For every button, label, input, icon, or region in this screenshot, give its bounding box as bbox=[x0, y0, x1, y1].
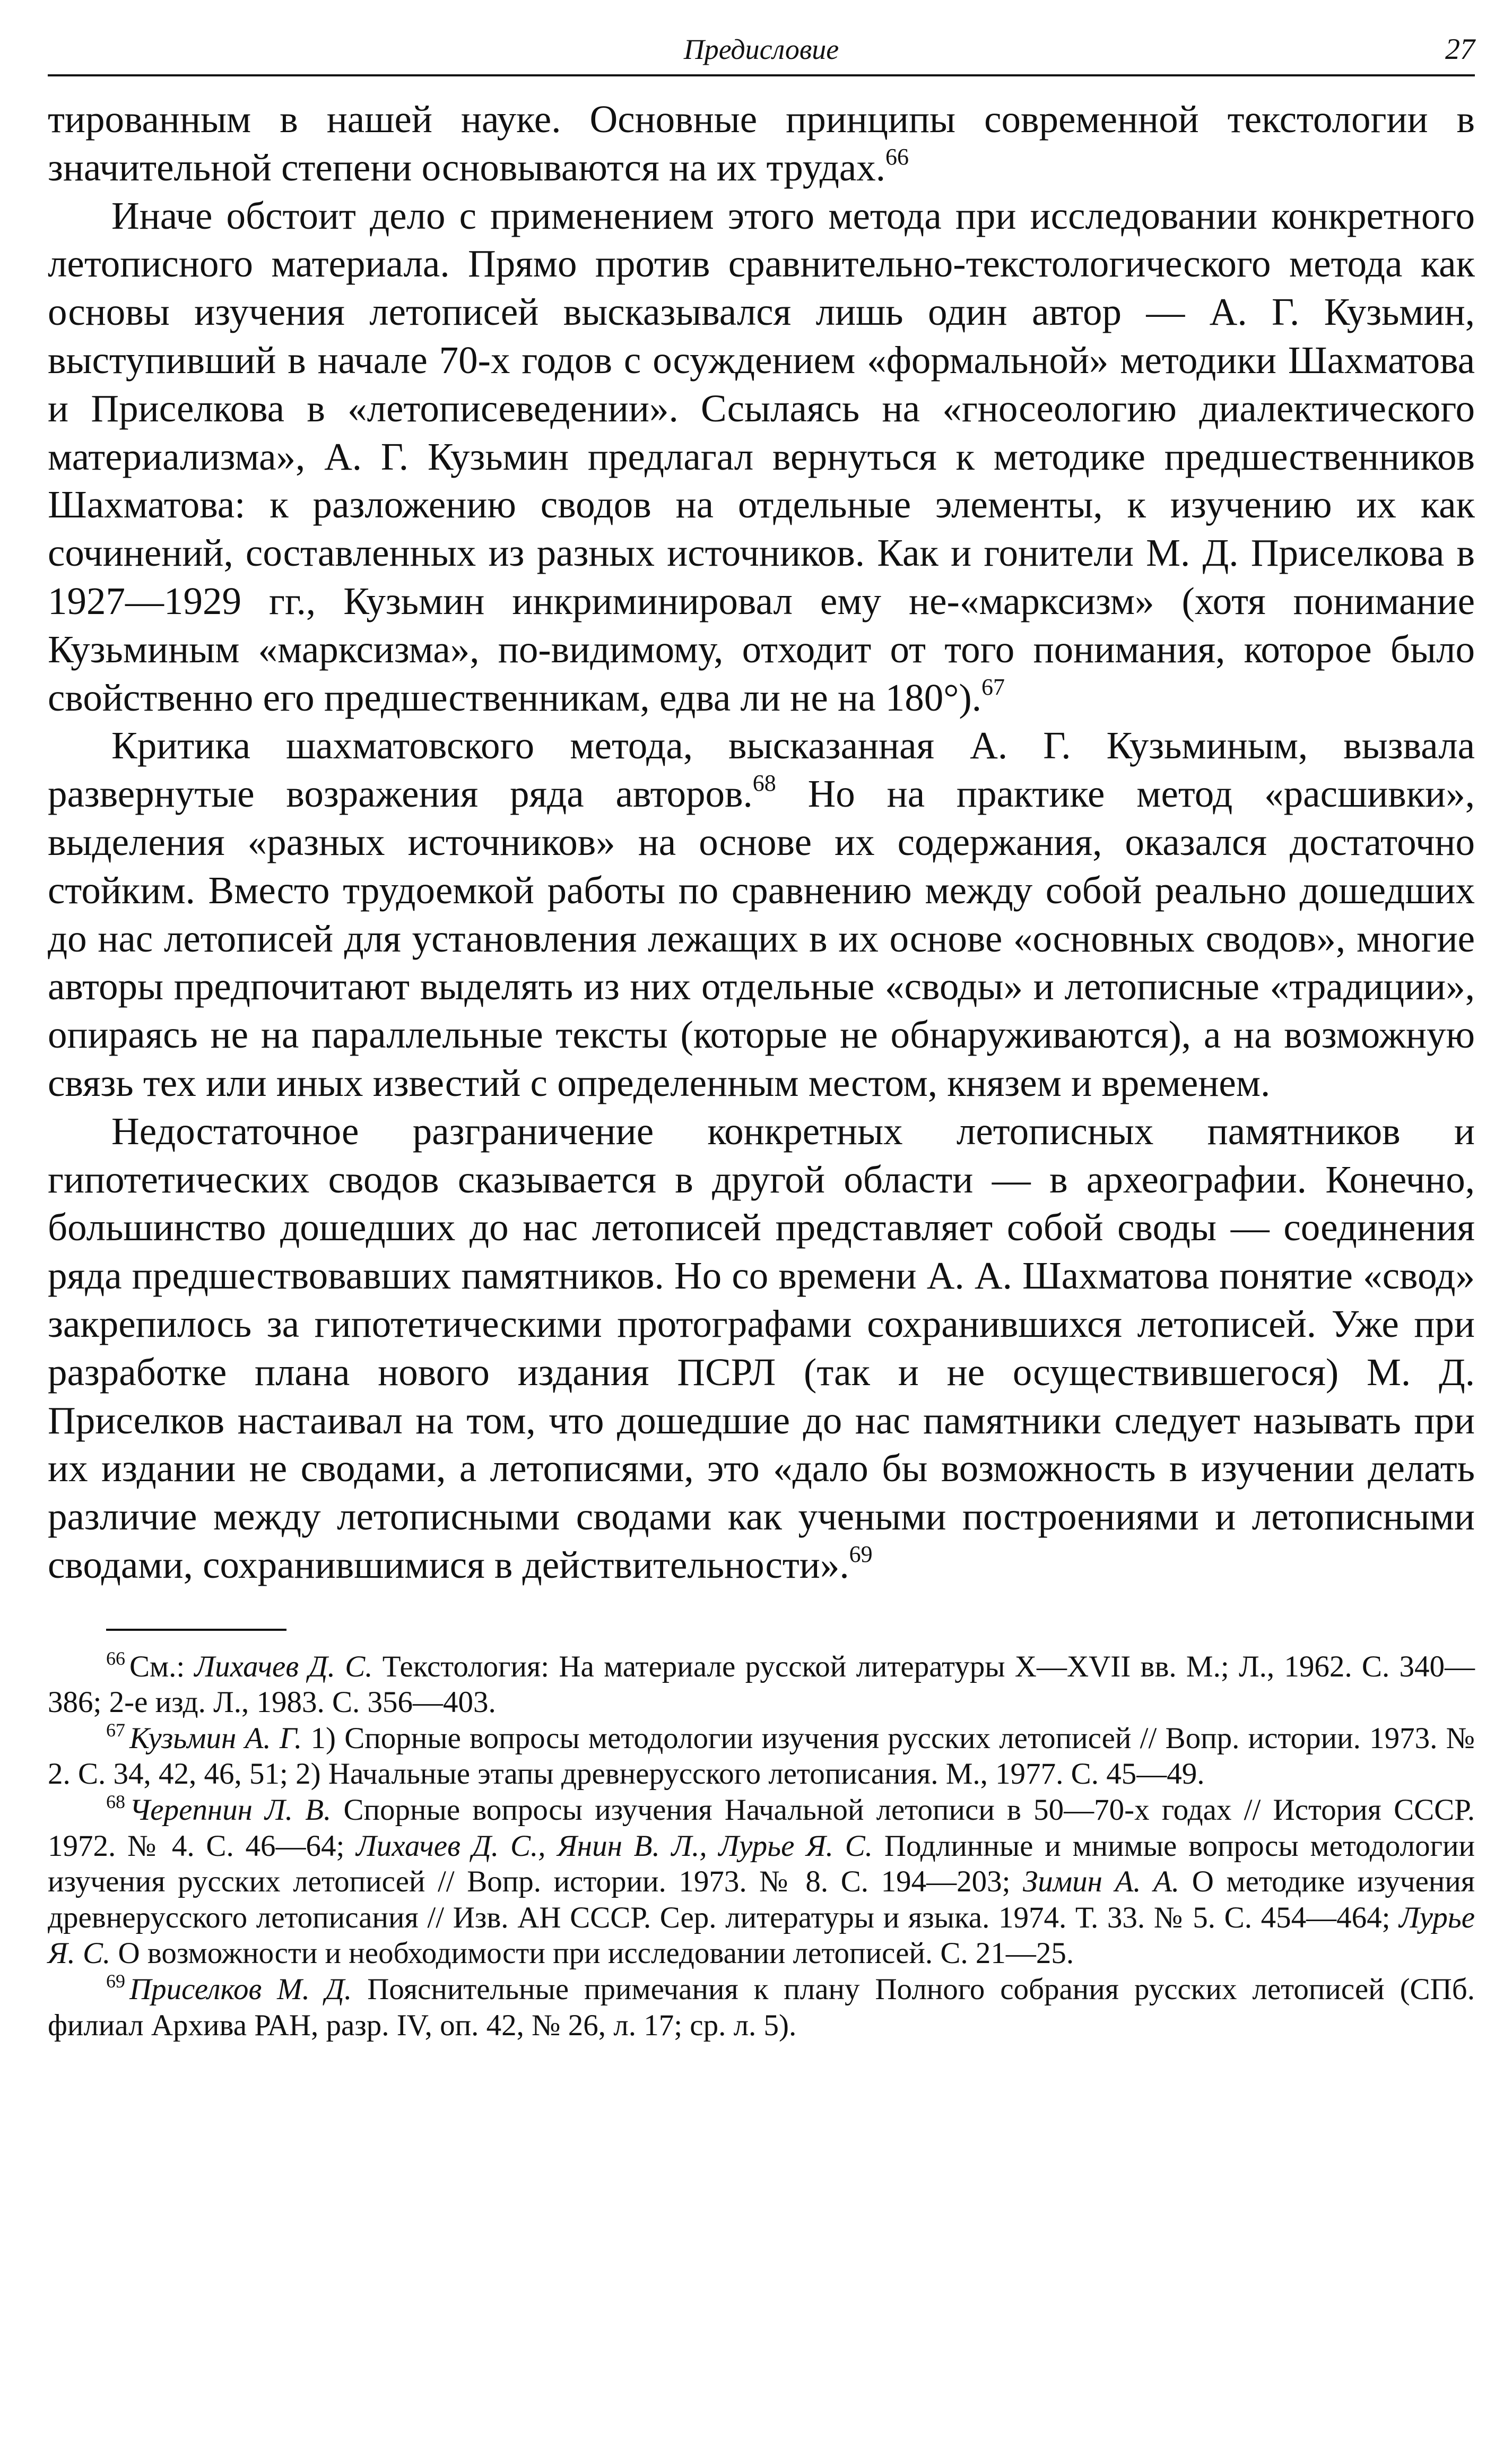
footnote bbox=[48, 1792, 1475, 1972]
footnote-reference: 66 bbox=[885, 143, 909, 170]
footnote-text: Подлинные и мнимые вопросы методологии изучения русских летописей // Вопр. истории. 1973. № 8. С. 194—203; bbox=[48, 1829, 1475, 1899]
body-paragraph bbox=[48, 192, 1475, 722]
footnote-text: Спорные вопросы изучения Начальной летописи в 50—70-х годах // История СССР. 1972. № 4. С. 46—64; bbox=[48, 1793, 1475, 1863]
paragraph-text: Недостаточное разграничение конкретных летописных памятников и гипотетических сводов сказывается в другой области — в археографии. Конечно, большинство дошедших до нас летописей представляет собой своды — соединения ряда предшествовавших памятников. Но со времени А. А. Шахматова понятие «свод» закрепилось за гипотетическими протографами сохранившихся летописей. Уже при разработке плана нового издания ПСРЛ (так и не осуществившегося) М. Д. Приселков настаивал на том, что дошедшие до нас памятники следует называть при их издании не сводами, а летописями, это «дало бы возможность в изучении делать различие между летописными сводами как учеными построениями и летописными сводами, сохранившимися в действительности». bbox=[48, 1109, 1475, 1586]
footnote-divider bbox=[106, 1629, 286, 1631]
footnote-text: О возможности и необходимости при исследовании летописей. С. 21—25. bbox=[110, 1937, 1074, 1970]
paragraph-text: Критика шахматовского метода, высказанная А. Г. Кузьминым, вызвала развернутые возражения ряда авторов. bbox=[48, 724, 1475, 816]
footnote-text: Текстология: На материале русской литературы X—XVII вв. М.; Л., 1962. С. 340—386; 2-е изд. Л., 1983. С. 356—403. bbox=[48, 1649, 1475, 1719]
footnote-text: О методике изучения древнерусского летописания // Изв. АН СССР. Сер. литературы и языка. 1974. Т. 33. № 5. С. 454—464; bbox=[48, 1865, 1475, 1934]
paragraph-text: Иначе обстоит дело с применением этого метода при исследовании конкретного летописного материала. Прямо против сравнительно-текстологического метода как основы изучения летописей высказывался лишь один автор — А. Г. Кузьмин, выступивший в начале 70-х годов с осуждением «формальной» методики Шахматова и Приселкова в «летописеведении». Ссылаясь на «гносеологию диалектического материализма», А. Г. Кузьмин предлагал вернуться к методике предшественников Шахматова: к разложению сводов на отдельные элементы, к изучению их как сочинений, составленных из разных источников. Как и гонители М. Д. Приселкова в 1927—1929 гг., Кузьмин инкриминировал ему не-«марксизм» (хотя понимание Кузьминым «марксизма», по-видимому, отходит от того понимания, которое было свойственно его предшественникам, едва ли не на 180°). bbox=[48, 194, 1475, 719]
footnotes bbox=[48, 1649, 1475, 2044]
footnote-reference: 69 bbox=[849, 1541, 873, 1567]
body-paragraph bbox=[48, 1108, 1475, 1589]
body-paragraph bbox=[48, 96, 1475, 192]
footnote-number: 67 bbox=[106, 1719, 125, 1741]
page-number: 27 bbox=[1445, 33, 1475, 66]
paragraph-text: Но на практике метод «расшивки», выделения «разных источников» на основе их содержания, оказался достаточно стойким. Вместо трудоемкой работы по сравнению между собой реально дошедших до нас летописей для установления лежащих в их основе «основных сводов», многие авторы предпочитают выделять из них отдельные «своды» и летописные «традиции», опираясь не на параллельные тексты (которые не обнаруживаются), а на возможную связь тех или иных известий с определенным местом, князем и временем. bbox=[48, 772, 1475, 1104]
footnote-number: 69 bbox=[106, 1970, 125, 1992]
footnote-reference: 67 bbox=[981, 673, 1005, 700]
footnote-author: Зимин А. А. bbox=[1023, 1865, 1180, 1899]
main-text bbox=[48, 96, 1475, 1589]
running-title: Предисловие bbox=[683, 33, 839, 65]
footnote-text: 1) Спорные вопросы методологии изучения русских летописей // Вопр. истории. 1973. № 2. С. 34, 42, 46, 51; 2) Начальные этапы древнерусского летописания. М., 1977. С. 45—49. bbox=[48, 1721, 1475, 1791]
footnote bbox=[48, 1649, 1475, 1721]
book-page bbox=[48, 27, 1475, 2431]
footnote-author: Лихачев Д. С., Янин В. Л., Лурье Я. С. bbox=[356, 1829, 873, 1863]
running-head bbox=[48, 27, 1475, 76]
footnote-author: Приселков М. Д. bbox=[129, 1973, 352, 2007]
footnote bbox=[48, 1972, 1475, 2043]
footnote-author: Лихачев Д. С. bbox=[194, 1649, 373, 1683]
footnote-author: Кузьмин А. Г. bbox=[129, 1721, 302, 1755]
footnote bbox=[48, 1721, 1475, 1792]
footnote-author: Лурье Я. С. bbox=[48, 1900, 1475, 1970]
paragraph-text: тированным в нашей науке. Основные принципы современной текстологии в значительной степени основываются на их трудах. bbox=[48, 98, 1475, 189]
footnote-reference: 68 bbox=[752, 770, 776, 797]
footnote-author: Черепнин Л. В. bbox=[129, 1793, 332, 1827]
footnote-number: 68 bbox=[106, 1791, 125, 1813]
body-paragraph bbox=[48, 722, 1475, 1107]
footnote-number: 66 bbox=[106, 1647, 125, 1669]
footnote-text: Пояснительные примечания к плану Полного собрания русских летописей (СПб. филиал Архива РАН, разр. IV, оп. 42, № 26, л. 17; ср. л. 5). bbox=[48, 1973, 1475, 2042]
footnote-text: См.: bbox=[129, 1649, 195, 1683]
